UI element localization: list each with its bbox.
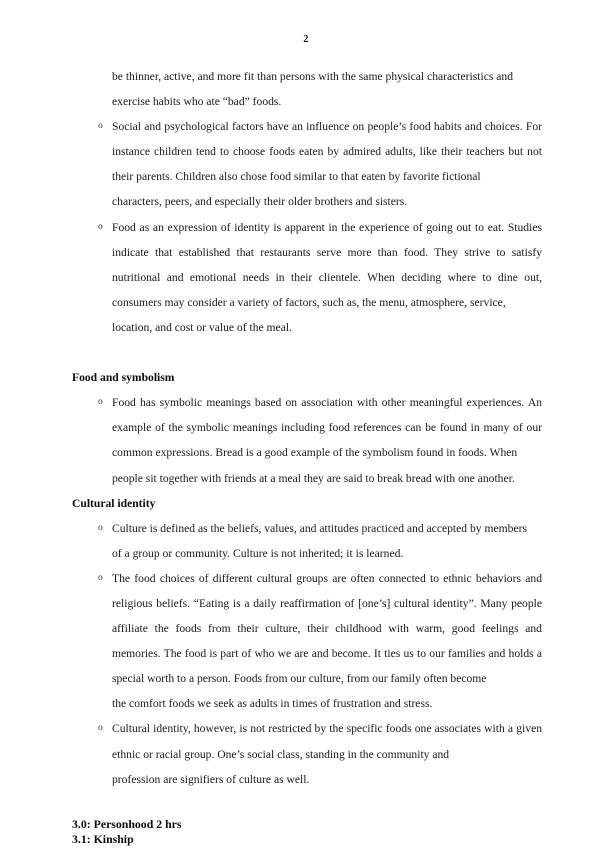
heading-personhood: 3.0: Personhood 2 hrs	[72, 816, 182, 831]
list-item-line: people affiliate the foods from their culture, their childhood with warm, good feelings	[112, 596, 542, 636]
bullet-marker-icon: o	[98, 522, 103, 533]
list-item-line: Social and psychological factors have an influence on people’s food habits and choices.	[112, 120, 523, 134]
list-item-line: Food as an expression of identity is apparent in the experience of going out to eat. Studies	[112, 220, 542, 234]
list-item-last-line: profession are signifiers of culture as well.	[112, 772, 310, 786]
list-item-line: consumers may consider a variety of factors, such as, the menu, atmosphere, service,	[112, 295, 506, 309]
list-item-line: Food has symbolic meanings based on association with other meaningful experiences. An	[112, 396, 542, 410]
list-item-line: Culture is defined as the beliefs, values, and attitudes practiced and accepted by members	[112, 521, 527, 535]
list-item-line: Cultural identity, however, is not restricted by the specific foods one associates with a	[112, 722, 514, 736]
continuation-line-2: exercise habits who ate “bad” foods.	[112, 95, 282, 109]
list-item-line: example of the symbolic meanings including food references can be found in many of our	[112, 421, 542, 435]
bullet-marker-icon: o	[98, 121, 103, 132]
list-item-line: not their parents. Children also chose food similar to that eaten by favorite fictional	[112, 145, 542, 184]
bullet-marker-icon: o	[98, 572, 103, 583]
list-item	[98, 390, 542, 490]
list-item-line: indicate that established that restaurants serve more than food. They strive to satisfy	[112, 245, 542, 259]
heading-kinship: 3.1: Kinship	[72, 832, 134, 847]
list-item	[98, 566, 543, 717]
list-item-line: and memories. The food is part of who we are and become. It ties us to our families and	[112, 622, 542, 661]
list-item-line: common expressions. Bread is a good example of the symbolism found in foods. When	[112, 446, 518, 460]
list-item-last-line: location, and cost or value of the meal.	[112, 320, 292, 334]
bullet-list-group-1	[72, 114, 542, 340]
list-item-line: religious beliefs. “Eating is a daily reaffirmation of [one’s] cultural identity”. Many	[112, 596, 508, 610]
heading-cultural-identity: Cultural identity	[72, 496, 156, 510]
list-item-line: holds a special worth to a person. Foods from our culture, from our family often become	[112, 647, 543, 686]
list-item-last-line: of a group or community. Culture is not inherited; it is learned.	[112, 546, 404, 560]
list-item-line: For instance children tend to choose foods eaten by admired adults, like their teachers but	[112, 120, 542, 159]
bullet-marker-icon: o	[98, 221, 103, 232]
bullet-list-group-3	[72, 516, 542, 792]
list-item-last-line: the comfort foods we seek as adults in times of frustration and stress.	[112, 697, 433, 711]
continuation-paragraph	[112, 64, 542, 114]
bullet-marker-icon: o	[98, 723, 103, 734]
list-item-line: given ethnic or racial group. One’s social class, standing in the community and	[112, 722, 543, 761]
list-item	[98, 114, 542, 214]
bullet-list-group-2	[72, 390, 542, 490]
trailing-headings	[72, 817, 542, 848]
page-number: 2	[303, 34, 309, 45]
page-content	[72, 64, 542, 848]
list-item-last-line: characters, peers, and especially their older brothers and sisters.	[112, 195, 408, 209]
section-spacer	[72, 792, 542, 817]
list-item	[98, 716, 543, 791]
list-item-line: The food choices of different cultural groups are often connected to ethnic behaviors and	[112, 571, 542, 585]
continuation-line-1: be thinner, active, and more fit than persons with the same physical characteristics and	[112, 70, 513, 83]
list-item	[98, 516, 542, 566]
list-item	[98, 215, 542, 340]
bullet-marker-icon: o	[98, 397, 103, 408]
heading-food-and-symbolism: Food and symbolism	[72, 371, 175, 385]
paragraph-spacer	[72, 340, 542, 365]
list-item-last-line: people sit together with friends at a meal they are said to break bread with one another.	[112, 471, 515, 485]
list-item-line: nutritional and emotional needs in their clientele. When deciding where to dine out,	[112, 270, 542, 284]
